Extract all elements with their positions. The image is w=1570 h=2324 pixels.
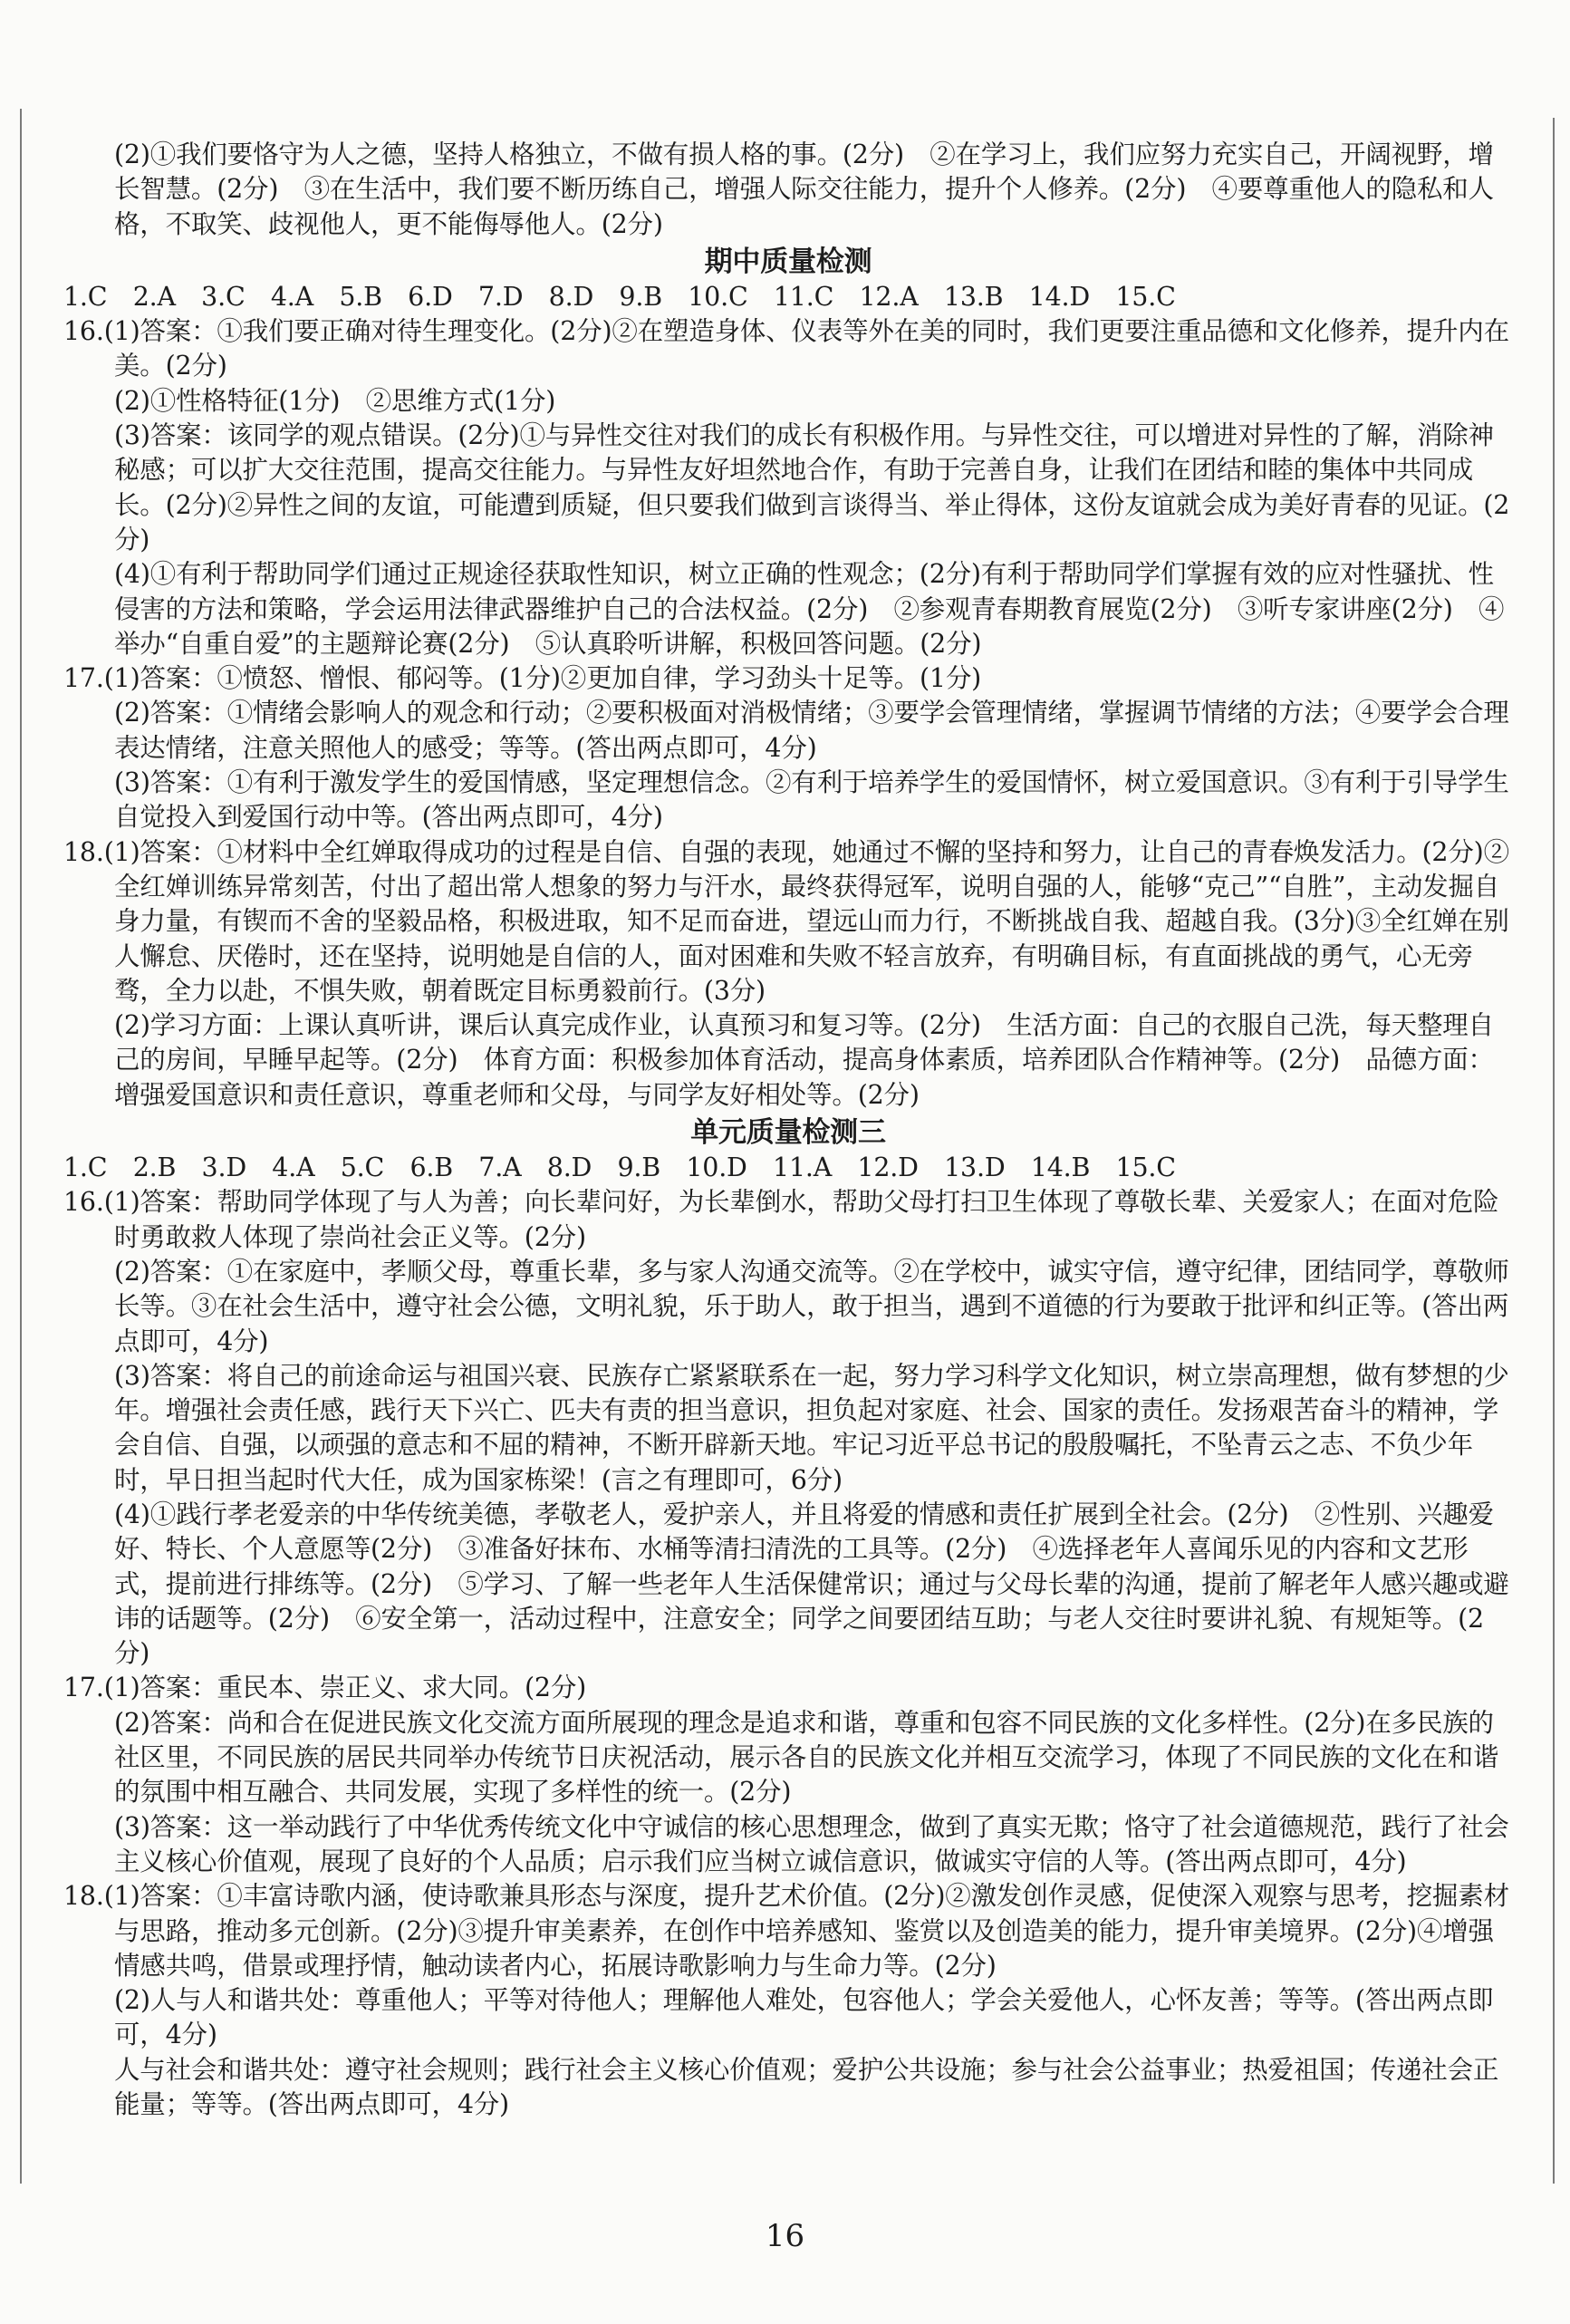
section-title-midterm: 期中质量检测 bbox=[704, 245, 872, 278]
midterm-q17-1: 17.(1)答案：①愤怒、憎恨、郁闷等。(1分)②更加自律，学习劲头十足等。(1分) bbox=[63, 663, 982, 694]
midterm-q18-2: (2)学习方面：上课认真听讲，课后认真完成作业，认真预习和复习等。(2分) 生活方面：自己的衣服自己洗，每天整理自己的房间，早睡早起等。(2分) 体育方面：积极参加体育活动，提高身体素质，培养团队合作精神等。(2分) 品德方面：增强爱国意识和责任意识，尊重老师和父母，与同学友好相处等。(2分) bbox=[114, 1010, 1494, 1110]
unit3-q18-2a: (2)人与人和谐共处：尊重他人；平等对待他人；理解他人难处，包容他人；学会关爱他人，心怀友善；等等。(答出两点即可，4分) bbox=[114, 1985, 1494, 2050]
right-margin-rule bbox=[1553, 118, 1555, 2184]
answer-content bbox=[63, 138, 1513, 2122]
unit3-q16-2: (2)答案：①在家庭中，孝顺父母，尊重长辈，多与家人沟通交流等。②在学校中，诚实守信，遵守纪律，团结同学，尊敬师长等。③在社会生活中，遵守社会公德，文明礼貌，乐于助人，敢于担当，遇到不道德的行为要敢于批评和纠正等。(答出两点即可，4分) bbox=[114, 1256, 1509, 1356]
midterm-q18-1: 18.(1)答案：①材料中全红婵取得成功的过程是自信、自强的表现，她通过不懈的坚持和努力，让自己的青春焕发活力。(2分)②全红婵训练异常刻苦，付出了超出常人想象的努力与汗水，最终获得冠军，说明自强的人，能够“克己”“自胜”，主动发掘自身力量，有锲而不舍的坚毅品格，积极进取，知不足而奋进，望远山而力行，不断挑战自我、超越自我。(3分)③全红婵在别人懈怠、厌倦时，还在坚持，说明她是自信的人，面对困难和失败不轻言放弃，有明确目标，有直面挑战的勇气，心无旁骛，全力以赴，不惧失败，朝着既定目标勇毅前行。(3分) bbox=[63, 836, 1509, 1006]
unit3-q16-3: (3)答案：将自己的前途命运与祖国兴衰、民族存亡紧紧联系在一起，努力学习科学文化知识，树立崇高理想，做有梦想的少年。增强社会责任感，践行天下兴亡、匹夫有责的担当意识，担负起对家庭、社会、国家的责任。发扬艰苦奋斗的精神，学会自信、自强，以顽强的意志和不屈的精神，不断开辟新天地。牢记习近平总书记的殷殷嘱托，不坠青云之志、不负少年时，早日担当起时代大任，成为国家栋梁！(言之有理即可，6分) bbox=[114, 1360, 1509, 1495]
left-margin-rule bbox=[20, 109, 22, 2184]
midterm-q17-3: (3)答案：①有利于激发学生的爱国情感，坚定理想信念。②有利于培养学生的爱国情怀，树立爱国意识。③有利于引导学生自觉投入到爱国行动中等。(答出两点即可，4分) bbox=[114, 767, 1509, 833]
unit3-q16-4: (4)①践行孝老爱亲的中华传统美德，孝敬老人，爱护亲人，并且将爱的情感和责任扩展到全社会。(2分) ②性别、兴趣爱好、特长、个人意愿等(2分) ③准备好抹布、水桶等清扫清洗的工具等。(2分) ④选择老年人喜闻乐见的内容和文艺形式，提前进行排练等。(2分) ⑤学习、了解一些老年人生活保健常识；通过与父母长辈的沟通，提前了解老年人感兴趣或避讳的话题等。(2分) ⑥安全第一，活动过程中，注意安全；同学之间要团结互助；与老人交往时要讲礼貌、有规矩等。(2分) bbox=[114, 1499, 1509, 1669]
unit3-q17-1: 17.(1)答案：重民本、崇正义、求大同。(2分) bbox=[63, 1673, 587, 1703]
midterm-q17-2: (2)答案：①情绪会影响人的观念和行动；②要积极面对消极情绪；③要学会管理情绪，掌握调节情绪的方法；④要学会合理表达情绪，注意关照他人的感受；等等。(答出两点即可，4分) bbox=[114, 698, 1509, 763]
section-title-unit3: 单元质量检测三 bbox=[690, 1116, 886, 1150]
intro-answer: (2)①我们要恪守为人之德，坚持人格独立，不做有损人格的事。(2分) ②在学习上，我们应努力充实自己，开阔视野，增长智慧。(2分) ③在生活中，我们要不断历练自己，增强人际交往能力，提升个人修养。(2分) ④要尊重他人的隐私和人格，不取笑、歧视他人，更不能侮辱他人。(2分) bbox=[114, 140, 1494, 239]
unit3-q16-1: 16.(1)答案：帮助同学体现了与人为善；向长辈问好，为长辈倒水，帮助父母打扫卫生体现了尊敬长辈、关爱家人；在面对危险时勇敢救人体现了崇尚社会正义等。(2分) bbox=[63, 1187, 1499, 1252]
unit3-q18-2b: 人与社会和谐共处：遵守社会规则；践行社会主义核心价值观；爱护公共设施；参与社会公益事业；热爱祖国；传递社会正能量；等等。(答出两点即可，4分) bbox=[114, 2054, 1499, 2120]
unit3-multiple-choice: 1.C 2.B 3.D 4.A 5.C 6.B 7.A 8.D 9.B 10.D 11.A 12.D 13.D 14.B 15.C bbox=[63, 1152, 1176, 1183]
midterm-q16-4: (4)①有利于帮助同学们通过正规途径获取性知识，树立正确的性观念；(2分)有利于帮助同学们掌握有效的应对性骚扰、性侵害的方法和策略，学会运用法律武器维护自己的合法权益。(2分) ②参观青春期教育展览(2分) ③听专家讲座(2分) ④举办“自重自爱”的主题辩论赛(2分) ⑤认真聆听讲解，积极回答问题。(2分) bbox=[114, 559, 1505, 659]
midterm-q16-3: (3)答案：该同学的观点错误。(2分)①与异性交往对我们的成长有积极作用。与异性交往，可以增进对异性的了解，消除神秘感；可以扩大交往范围，提高交往能力。与异性友好坦然地合作，有助于完善自身，让我们在团结和睦的集体中共同成长。(2分)②异性之间的友谊，可能遭到质疑，但只要我们做到言谈得当、举止得体，这份友谊就会成为美好青春的见证。(2分) bbox=[114, 420, 1510, 554]
midterm-q16-2: (2)①性格特征(1分) ②思维方式(1分) bbox=[114, 385, 556, 416]
unit3-q18-1: 18.(1)答案：①丰富诗歌内涵，使诗歌兼具形态与深度，提升艺术价值。(2分)②激发创作灵感，促使深入观察与思考，挖掘素材与思路，推动多元创新。(2分)③提升审美素养，在创作中培养感知、鉴赏以及创造美的能力，提升审美境界。(2分)④增强情感共鸣，借景或理抒情，触动读者内心，拓展诗歌影响力与生命力等。(2分) bbox=[63, 1881, 1509, 1981]
unit3-q17-2: (2)答案：尚和合在促进民族文化交流方面所展现的理念是追求和谐，尊重和包容不同民族的文化多样性。(2分)在多民族的社区里，不同民族的居民共同举办传统节日庆祝活动，展示各自的民族文化并相互交流学习，体现了不同民族的文化在和谐的氛围中相互融合、共同发展，实现了多样性的统一。(2分) bbox=[114, 1707, 1499, 1808]
unit3-q17-3: (3)答案：这一举动践行了中华优秀传统文化中守诚信的核心思想理念，做到了真实无欺；恪守了社会道德规范，践行了社会主义核心价值观，展现了良好的个人品质；启示我们应当树立诚信意识，做诚实守信的人等。(答出两点即可，4分) bbox=[114, 1811, 1509, 1876]
midterm-q16-1: 16.(1)答案：①我们要正确对待生理变化。(2分)②在塑造身体、仪表等外在美的同时，我们更要注重品德和文化修养，提升内在美。(2分) bbox=[63, 316, 1509, 381]
midterm-multiple-choice: 1.C 2.A 3.C 4.A 5.B 6.D 7.D 8.D 9.B 10.C 11.C 12.A 13.B 14.D 15.C bbox=[63, 281, 1176, 312]
page-number: 16 bbox=[765, 2218, 805, 2254]
